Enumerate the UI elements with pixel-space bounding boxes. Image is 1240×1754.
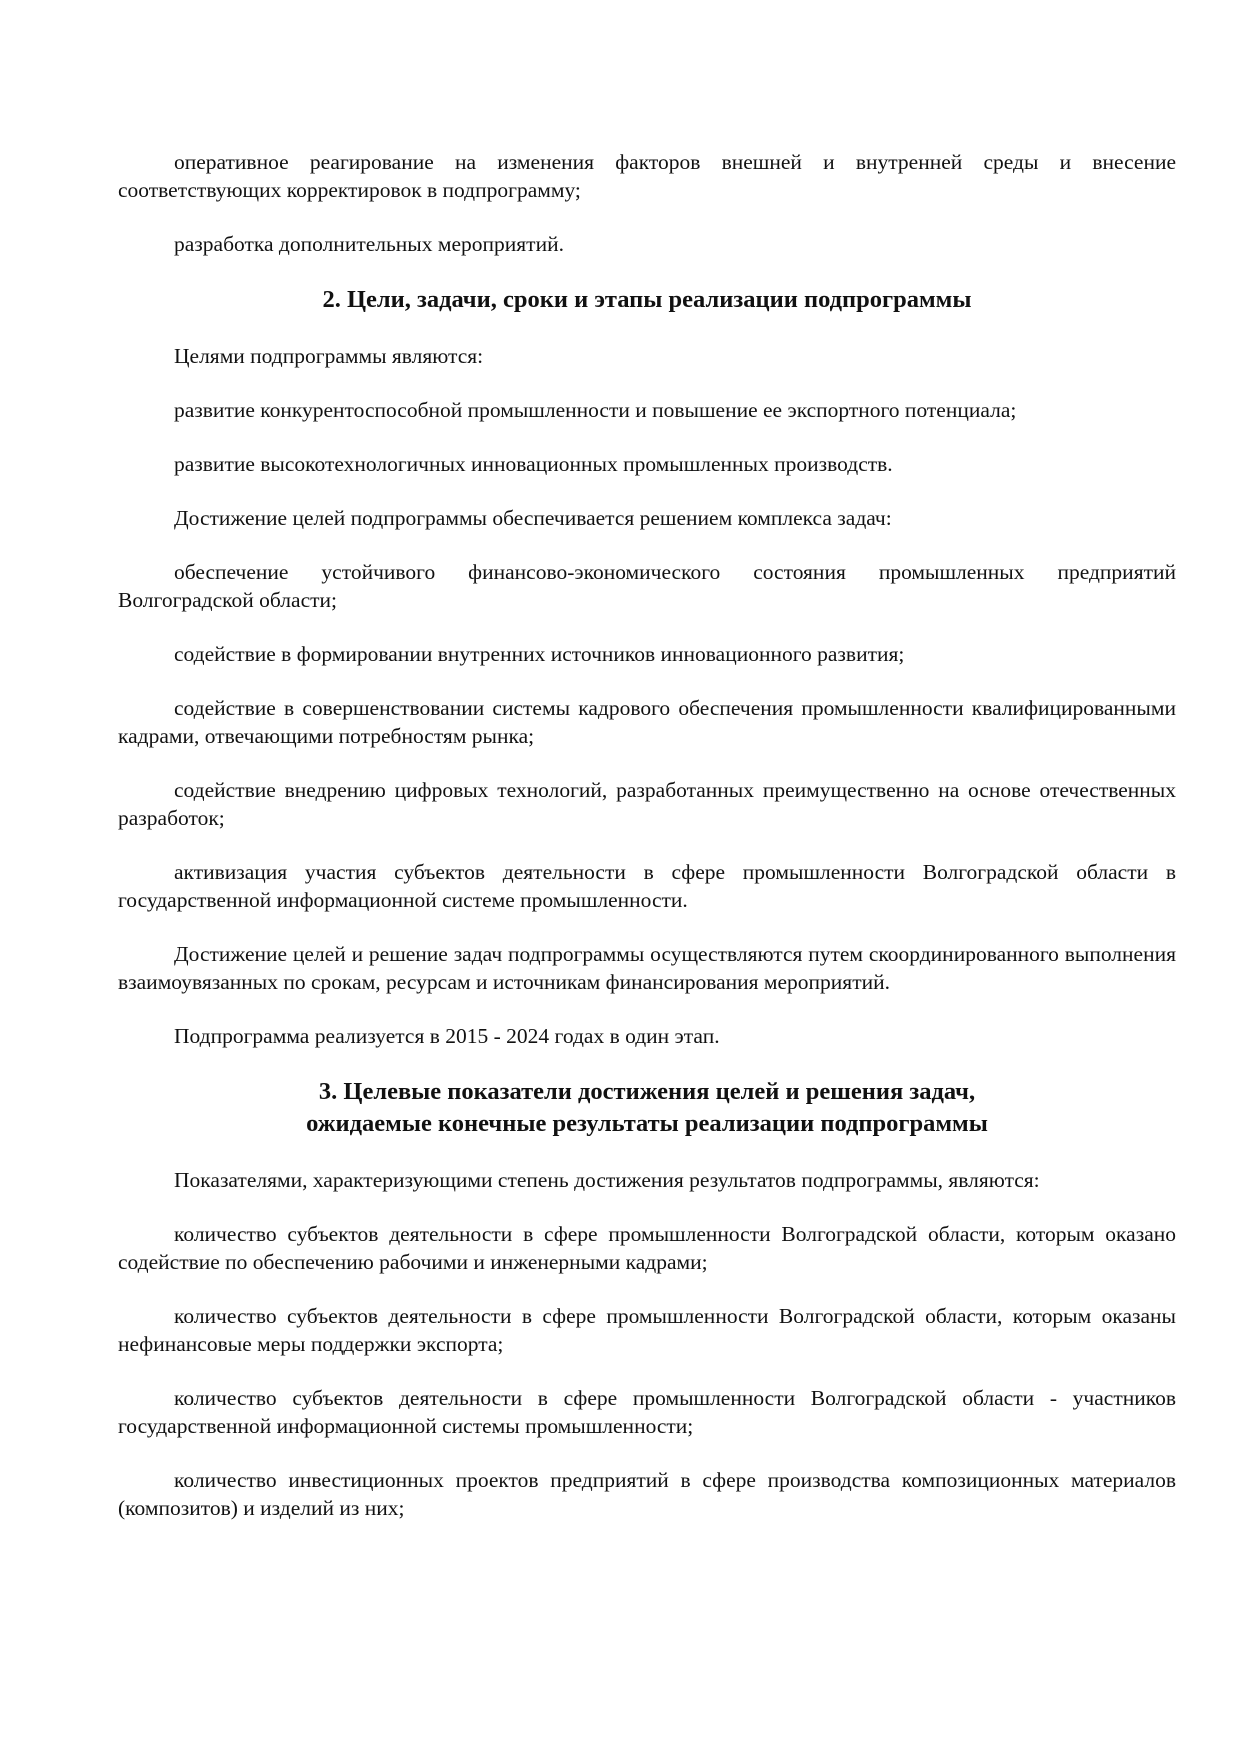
paragraph-indicator-personnel: количество субъектов деятельности в сфере промышленности Волгоградской области, которым оказано содействие по обеспечению рабочими и инженерными кадрами; [118, 1222, 1176, 1274]
section-3-heading [118, 1076, 1176, 1140]
paragraph-task-digital: содействие внедрению цифровых технологий, разработанных преимущественно на основе отечественных разработок; [118, 778, 1176, 830]
section-3-heading-line-1: 3. Целевые показатели достижения целей и решения задач, [318, 1078, 976, 1105]
paragraph-task-gisp: активизация участия субъектов деятельности в сфере промышленности Волгоградской области в государственной информационной системе промышленности. [118, 860, 1176, 912]
paragraph-goal-competitive: развитие конкурентоспособной промышленности и повышение ее экспортного потенциала; [174, 398, 1017, 422]
paragraph-operative-response: оперативное реагирование на изменения факторов внешней и внутренней среды и внесение соответствующих корректировок в подпрограмму; [118, 150, 1176, 202]
paragraph-indicators-intro: Показателями, характеризующими степень достижения результатов подпрограммы, являются: [174, 1168, 1040, 1192]
paragraph-coordination: Достижение целей и решение задач подпрограммы осуществляются путем скоординированного выполнения взаимоувязанных по срокам, ресурсам и источникам финансирования мероприятий. [118, 942, 1176, 994]
paragraph-task-personnel: содействие в совершенствовании системы кадрового обеспечения промышленности квалифицированными кадрами, отвечающими потребностям рынка; [118, 696, 1176, 748]
paragraph-indicator-export: количество субъектов деятельности в сфере промышленности Волгоградской области, которым оказаны нефинансовые меры поддержки экспорта; [118, 1304, 1176, 1356]
paragraph-tasks-intro: Достижение целей подпрограммы обеспечивается решением комплекса задач: [174, 506, 892, 530]
section-2-heading: 2. Цели, задачи, сроки и этапы реализации подпрограммы [322, 286, 972, 313]
paragraph-task-innovation: содействие в формировании внутренних источников инновационного развития; [174, 642, 905, 666]
paragraph-indicator-composites: количество инвестиционных проектов предприятий в сфере производства композиционных материалов (композитов) и изделий из них; [118, 1468, 1176, 1520]
paragraph-period: Подпрограмма реализуется в 2015 - 2024 годах в один этап. [174, 1024, 720, 1048]
paragraph-task-financial: обеспечение устойчивого финансово-экономического состояния промышленных предприятий Волгоградской области; [118, 560, 1176, 612]
section-3-heading-line-2: ожидаемые конечные результаты реализации подпрограммы [306, 1110, 988, 1137]
document-page [118, 148, 1176, 1548]
paragraph-goal-hightech: развитие высокотехнологичных инновационных промышленных производств. [174, 452, 893, 476]
paragraph-additional-measures: разработка дополнительных мероприятий. [174, 232, 564, 256]
paragraph-indicator-gisp: количество субъектов деятельности в сфере промышленности Волгоградской области - участников государственной информационной системы промышленности; [118, 1386, 1176, 1438]
paragraph-goals-intro: Целями подпрограммы являются: [174, 344, 484, 368]
